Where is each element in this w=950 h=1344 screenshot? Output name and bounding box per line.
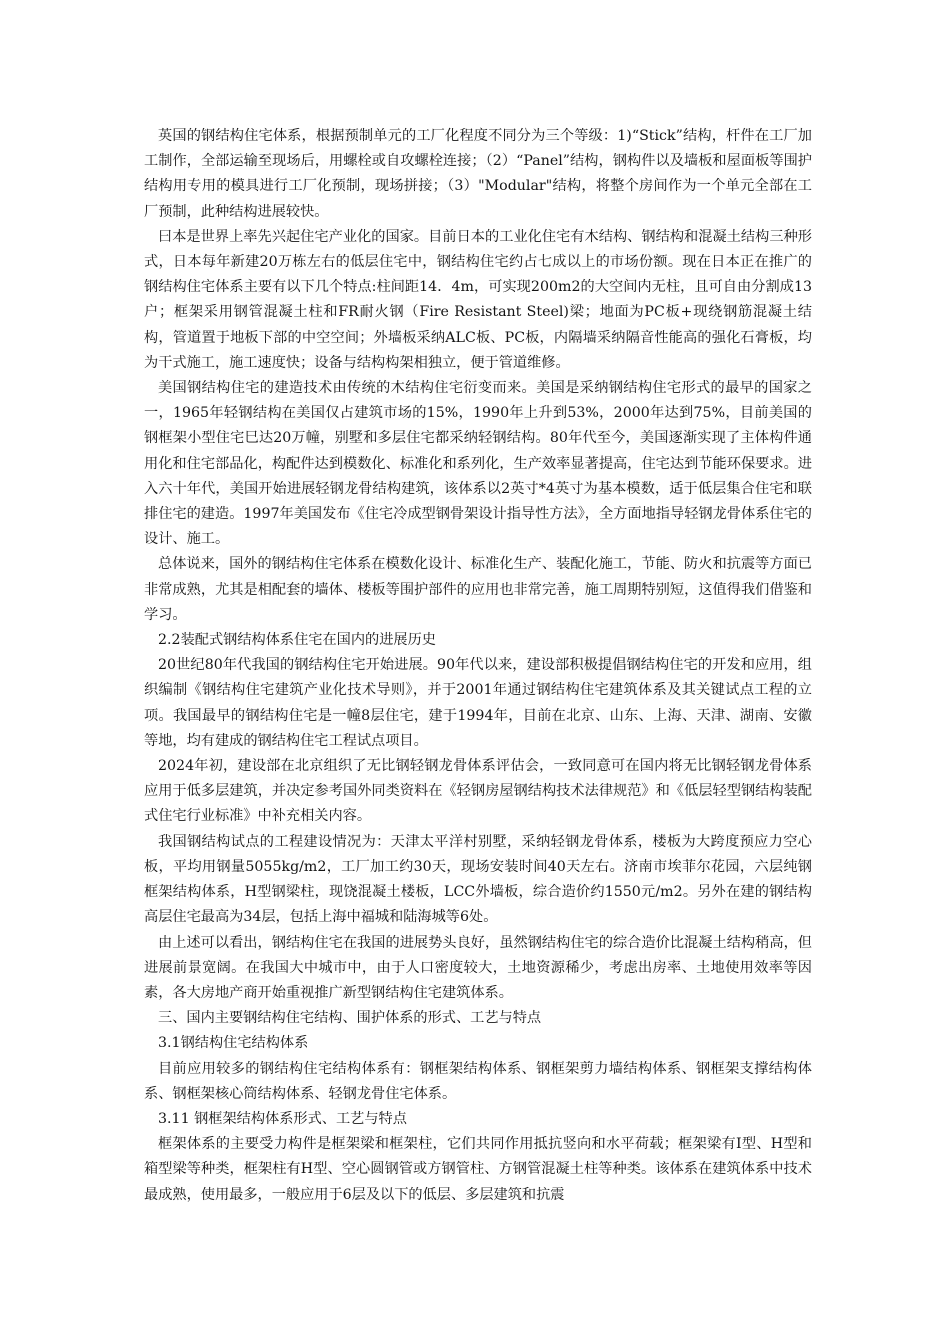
section-heading-3-11: 3.11 钢框架结构体系形式、工艺与特点 (158, 1110, 407, 1127)
paragraph-pilot-projects: 我国钢结构试点的工程建设情况为：天津太平洋村别墅，采纳轻钢龙骨体系，楼板为大跨度预应力空心板，平均用钢量5055kg/m2，工厂加工约30天，现场安装时间40天左右。济南市埃菲尔花园，六层纯钢框架结构体系，H型钢梁柱，现饶混凝土楼板，LCC外墙板，综合造价约1550元/m2。另外在建的钢结构高层住宅最高为34层，包括上海中福城和陆海城等6处。 (144, 833, 812, 926)
paragraph-structure-systems: 目前应用较多的钢结构住宅结构体系有：钢框架结构体系、钢框架剪力墙结构体系、钢框架支撑结构体系、钢框架核心筒结构体系、轻钢龙骨住宅体系。 (144, 1060, 812, 1102)
document-page (144, 124, 812, 1208)
section-heading-3-1: 3.1钢结构住宅结构体系 (158, 1035, 309, 1052)
paragraph-us-steel-housing: 美国钢结构住宅的建造技术由传统的木结构住宅衍变而来。美国是采纳钢结构住宅形式的最早的国家之一，1965年轻钢结构在美国仅占建筑市场的15%，1990年上升到53%，2000年达到75%，目前美国的钢框架小型住宅巳达20万幢，别墅和多层住宅都采纳轻钢结构。80年代至今，美国逐渐实现了主体构件通用化和住宅部品化，构配件达到模数化、标准化和系列化，生产效率显著提高，住宅达到节能环保要求。进入六十年代，美国开始进展轻钢龙骨结构建筑，该体系以2英寸*4英寸为基本模数，适于低层集合住宅和联排住宅的建造。1997年美国发布《住宅冷成型钢骨架设计指导性方法》，全方面地指导轻钢龙骨体系住宅的设计、施工。 (144, 380, 812, 548)
paragraph-frame-system: 框架体系的主要受力构件是框架梁和框架柱，它们共同作用抵抗竖向和水平荷载；框架梁有I型、H型和箱型梁等种类，框架柱有H型、空心圆钢管或方钢管柱、方钢管混凝土柱等种类。该体系在建筑体系中技术最成熟，使用最多，一般应用于6层及以下的低层、多层建筑和抗震 (144, 1136, 812, 1203)
section-heading-3: 三、国内主要钢结构住宅结构、围护体系的形式、工艺与特点 (158, 1010, 542, 1027)
paragraph-2024-evaluation: 2024年初，建设部在北京组织了无比钢轻钢龙骨体系评估会，一致同意可在国内将无比钢轻钢龙骨体系应用于低多层建筑，并决定参考国外同类资料在《轻钢房屋钢结构技术法律规范》和《低层轻型钢结构装配式住宅行业标准》中补充相关内容。 (144, 758, 812, 825)
paragraph-uk-steel-housing: 英国的钢结构住宅体系，根据预制单元的工厂化程度不同分为三个等级：1)“Stick”结构，杆件在工厂加工制作，全部运输至现场后，用螺栓或自攻螺栓连接；（2）“Panel”结构，钢构件以及墙板和屋面板等围护结构用专用的模具进行工厂化预制，现场拼接；（3）"Modular"结构，将整个房间作为一个单元全部在工厂预制，此种结构进展较快。 (144, 128, 812, 220)
paragraph-domestic-history: 20世纪80年代我国的钢结构住宅开始进展。90年代以来，建设部积极提倡钢结构住宅的开发和应用，组织编制《钢结构住宅建筑产业化技术导则》，并于2001年通过钢结构住宅建筑体系及其关键试点工程的立项。我国最早的钢结构住宅是一幢8层住宅，建于1994年，目前在北京、山东、上海、天津、湖南、安徽等地，均有建成的钢结构住宅工程试点项目。 (144, 657, 812, 749)
paragraph-japan-steel-housing: 曰本是世界上率先兴起住宅产业化的国家。目前日本的工业化住宅有木结构、钢结构和混凝土结构三种形式，日本每年新建20万栋左右的低层住宅中，钢结构住宅约占七成以上的市场份额。现在日本正在推广的钢结构住宅体系主要有以下几个特点:柱间距14．4m，可实现200m2的大空间内无柱，且可自由分割成13户；框架采用钢管混凝土柱和FR耐火钢（Fire Resistant Steel)梁；地面为PC板+现绕钢筋混凝土结构，管道置于地板下部的中空空间；外墙板采纳ALC板、PC板，内隔墙采纳隔音性能高的强化石膏板，均为干式施工，施工速度快；设备与结构构架相独立，便于管道维修。 (144, 228, 812, 371)
section-heading-2-2: 2.2装配式钢结构体系住宅在国内的进展历史 (158, 632, 436, 649)
paragraph-foreign-summary: 总体说来，国外的钢结构住宅体系在模数化设计、标准化生产、装配化施工，节能、防火和抗震等方面已非常成熟，尤其是相配套的墙体、楼板等围护部件的应用也非常完善，施工周期特别短，这值得我们借鉴和学习。 (144, 556, 812, 623)
paragraph-outlook: 由上述可以看出，钢结构住宅在我国的进展势头良好，虽然钢结构住宅的综合造价比混凝土结构稍高，但进展前景宽阔。在我国大中城市中，由于人口密度较大，土地资源稀少，考虑出房率、土地使用效率等因素，各大房地产商开始重视推广新型钢结构住宅建筑体系。 (144, 934, 812, 1001)
